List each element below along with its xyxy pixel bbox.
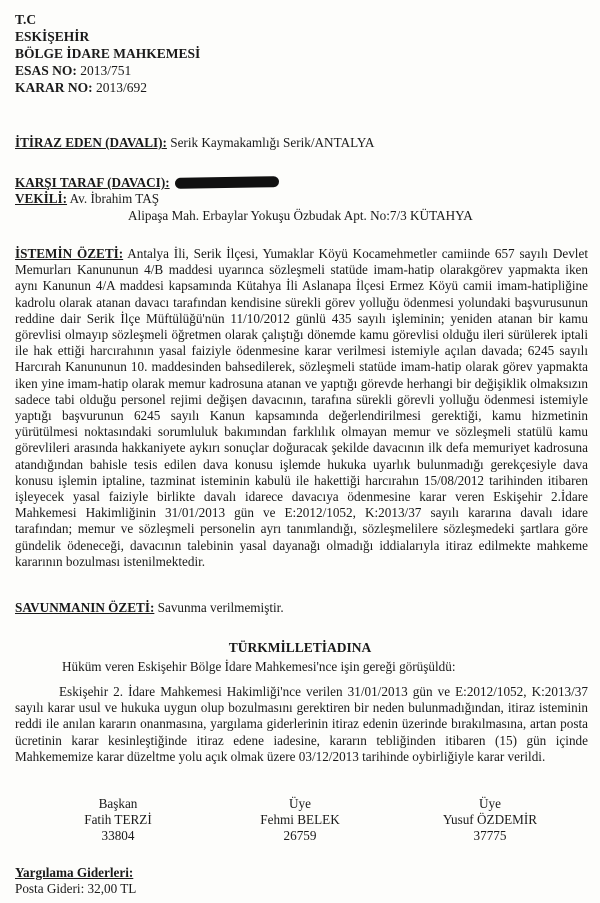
costs-label-text: Yargılama Giderleri: — [15, 865, 134, 880]
karar-value: 2013/692 — [96, 80, 148, 95]
savunma-row — [15, 600, 284, 616]
decision-intro: Hüküm veren Eskişehir Bölge İdare Mahkemesi'nce işin gereği görüşüldü: — [62, 659, 456, 674]
karsi-taraf-label: KARŞI TARAF (DAVACI): — [15, 175, 170, 190]
header-court: BÖLGE İDARE MAHKEMESİ — [15, 46, 201, 61]
signature-title: Başkan — [98, 796, 138, 811]
signature-title: Üye — [289, 796, 311, 811]
savunma-label: SAVUNMANIN ÖZETİ: — [15, 600, 155, 615]
vekil-value: Av. İbrahim TAŞ — [69, 191, 160, 206]
vekil-address: Alipaşa Mah. Erbaylar Yokuşu Özbudak Apt. No:7/3 KÜTAHYA — [128, 208, 473, 223]
signature-baskan — [58, 796, 178, 844]
signature-number: 26759 — [283, 828, 317, 843]
redaction-mark — [175, 176, 279, 189]
signature-number: 33804 — [101, 828, 135, 843]
decision-text: Eskişehir 2. İdare Mahkemesi Hakimliği'nce verilen 31/01/2013 gün ve E:2012/1052, K:2013/37 sayılı karar usul ve hukuka uygun olup bozulmasını gerektiren bir neden bulunmadığından, itiraz isteminin reddi ile anılan kararın onanmasına, yargılama giderlerinin itiraz edenin üzerinde bırakılmasına, artan posta ücretinin karar kesinleştiğinde itiraz edene iadesine, kararın tebliğinden itibaren (15) gün içinde Mahkememize karar düzeltme yolu açık olmak üzere 03/12/2013 tarihinde oybirliğiyle karar verildi. — [15, 684, 588, 764]
karar-label: KARAR NO: — [15, 80, 93, 95]
karar-no — [15, 80, 147, 96]
posta-gideri: Posta Gideri: 32,00 TL — [15, 881, 137, 896]
signature-title: Üye — [479, 796, 501, 811]
esas-value: 2013/751 — [80, 63, 132, 78]
signature-uye-2 — [430, 796, 550, 844]
istem-text: Antalya İli, Serik İlçesi, Yumaklar Köyü Kocamehmetler camiinde 657 sayılı Devlet Memurları Kanununun 4/B maddesi uyarınca sözleşmeli statüde imam-hatip olarakgörev yapmakta iken aynı Kanunun 4/A maddesi kapsamında Kütahya İli Aslanapa İlçesi Ermez Köyü camii imam-hatipliğine kadrolu olarak atanan davacı tarafından kendisine sürekli görev yolluğu ödenmesi yolundaki başvurusunun reddine dair Serik İlçe Müftülüğü'nün 11/10/2012 günlü 435 sayılı işleminin; yeniden atanan bir kamu görevlisi olmayıp sözleşmeli öğretmen olarak çalıştığı dönemde kamu görevlisi olduğu ileri sürülerek iptali ile hak ettiği harcırahının yasal faiziyle ödenmesine karar verilmesi istemiyle açılan davada; 6245 sayılı Harcırah Kanununun 10. maddesinden bahsedilerek, sözleşmeli statüde imam-hatip olarak görev yapmakta iken yine imam-hatip olarak memur kadrosuna atanan ve yaptığı görevde herhangi bir değişiklik olmaksızın sadece tabi olduğu personel rejimi değişen davacının, tarafına sürekli görevli yolluğu ödenmesi istemiyle yaptığı başvurunun 6245 sayılı Kanun kapsamında değerlendirilmesi gerektiği, kamu hizmetinin yürütülmesi noktasındaki sorumluluk bakımından farklılık olmayan memur ve sözleşmeli statülü kamu görevlileri arasında hakkaniyete aykırı sonuçlar doğuracak şekilde davacının ilk defa memuriyet kadrosuna atandığından bahisle tesis edilen dava konusu işlemde hukuka uyarlık bulunmadığı gerekçesiyle dava konusu işlemin iptaline, tazminat isteminin kabulü ile hakettiği harcırahın 15/08/2012 tarihinden itibaren işleyecek yasal faiziyle birlikte davalı idarece davacıya ödenmesine karar veren Eskişehir 2.İdare Mahkemesi Hakimliğinin 31/01/2013 gün ve E:2012/1052, K:2013/37 sayılı kararına davalı idare tarafından; memur ve sözleşmeli personelin ayrı tanımlandığı, sözleşmelilere sözleşmedeki şartlara göre gündelik ödeneceği, davacının talebinin yasal dayanağı olmadığı iddialarıyla itiraz edilmekte mahkeme kararının bozulması istenilmektedir. — [15, 246, 588, 569]
istem-label: İSTEMİN ÖZETİ: — [15, 246, 124, 261]
decision-title: TÜRKMİLLETİADINA — [228, 640, 372, 655]
esas-label: ESAS NO: — [15, 63, 77, 78]
istem-ozeti — [15, 246, 588, 570]
signature-name: Fatih TERZİ — [84, 812, 152, 827]
vekil-row — [15, 191, 159, 207]
header-tc: T.C — [15, 12, 37, 27]
signature-uye-1 — [240, 796, 360, 844]
signature-number: 37775 — [473, 828, 507, 843]
vekil-label: VEKİLİ: — [15, 191, 68, 206]
savunma-text: Savunma verilmemiştir. — [157, 600, 284, 615]
itiraz-eden-row — [15, 135, 374, 151]
karsi-taraf-row — [15, 175, 279, 191]
esas-no — [15, 63, 131, 79]
signature-name: Yusuf ÖZDEMİR — [442, 812, 538, 827]
header-city: ESKİŞEHİR — [15, 29, 90, 44]
itiraz-eden-value: Serik Kaymakamlığı Serik/ANTALYA — [170, 135, 375, 150]
costs-label — [15, 865, 133, 881]
signature-name: Fehmi BELEK — [260, 812, 340, 827]
itiraz-eden-label: İTİRAZ EDEN (DAVALI): — [15, 135, 167, 150]
